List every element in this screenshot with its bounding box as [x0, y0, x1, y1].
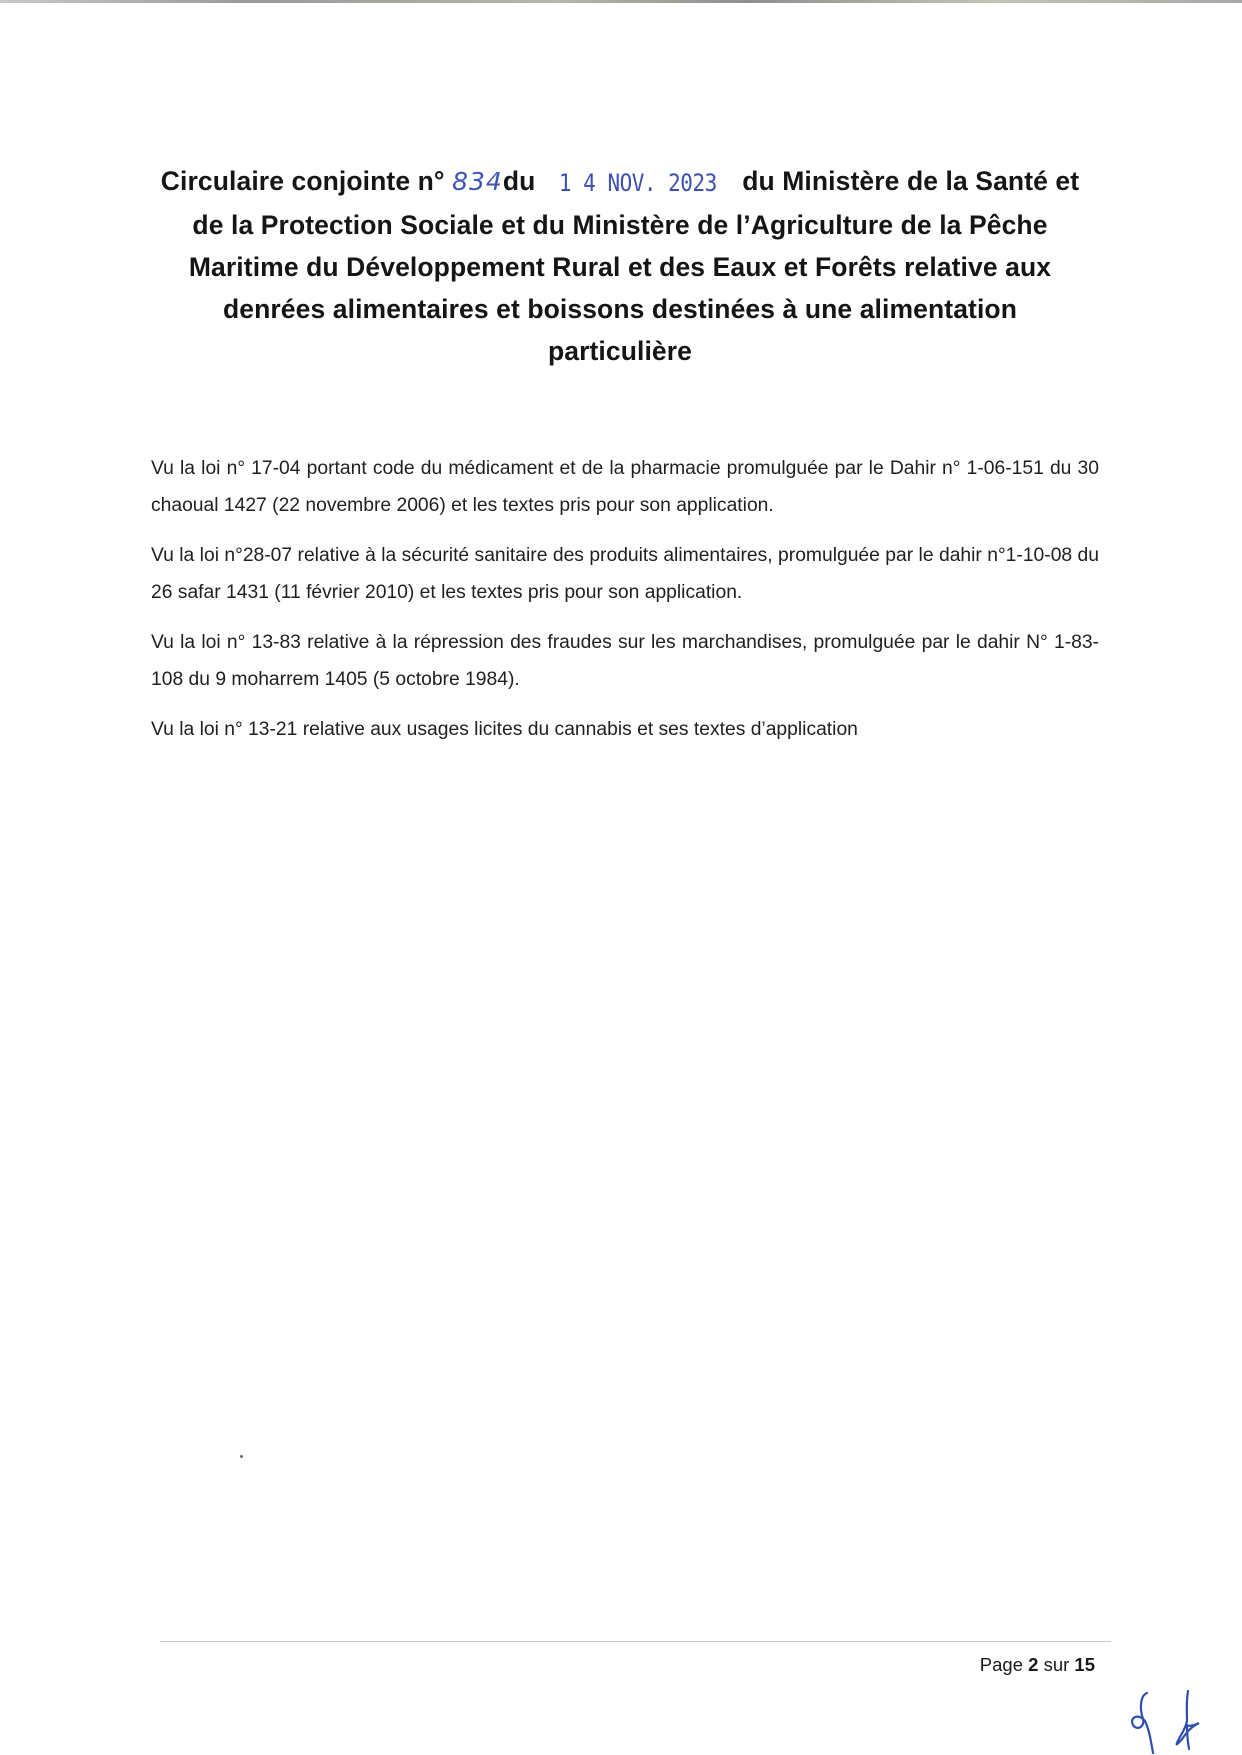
page-label: Page — [979, 1654, 1023, 1675]
paragraph-loi-13-21: Vu la loi n° 13-21 relative aux usages licites du cannabis et ses textes d’application — [151, 719, 858, 740]
title-line3: Maritime du Développement Rural et des Eaux et Forêts relative aux — [188, 252, 1052, 282]
sur-label: sur — [1043, 1654, 1070, 1675]
title-du: du — [502, 166, 536, 196]
title-line4: denrées alimentaires et boissons destinées à une alimentation — [222, 294, 1017, 324]
total-pages: 15 — [1074, 1654, 1095, 1675]
title-prefix: Circulaire conjointe n° — [160, 166, 445, 196]
scan-edge — [0, 0, 1242, 3]
title-line5: particulière — [547, 336, 693, 366]
page-footer — [980, 1654, 1095, 1676]
footer-divider — [160, 1641, 1111, 1642]
scan-speck — [240, 1455, 243, 1458]
date-stamp: 1 4 NOV. 2023 — [558, 169, 717, 197]
paragraph-loi-13-83: Vu la loi n° 13-83 relative à la répression des fraudes sur les marchandises, promulguée par le dahir N° 1-83-108 du 9 moharrem 1405 (5 octobre 1984). — [151, 632, 1099, 690]
handwritten-initials-signature — [1125, 1685, 1225, 1755]
document-body — [151, 450, 1099, 761]
page-number: 2 — [1028, 1654, 1039, 1675]
handwritten-circular-number: 834 — [452, 167, 503, 196]
paragraph-loi-17-04: Vu la loi n° 17-04 portant code du médicament et de la pharmacie promulguée par le Dahir n° 1-06-151 du 30 chaoual 1427 (22 novembre 2006) et les textes pris pour son application. — [151, 458, 1099, 516]
title-line2: de la Protection Sociale et du Ministère de l’Agriculture de la Pêche — [192, 210, 1048, 240]
document-title — [140, 160, 1100, 372]
title-line1-rest: du Ministère de la Santé et — [742, 166, 1080, 196]
paragraph-loi-28-07: Vu la loi n°28-07 relative à la sécurité sanitaire des produits alimentaires, promulguée par le dahir n°1-10-08 du 26 safar 1431 (11 février 2010) et les textes pris pour son application. — [151, 545, 1099, 603]
